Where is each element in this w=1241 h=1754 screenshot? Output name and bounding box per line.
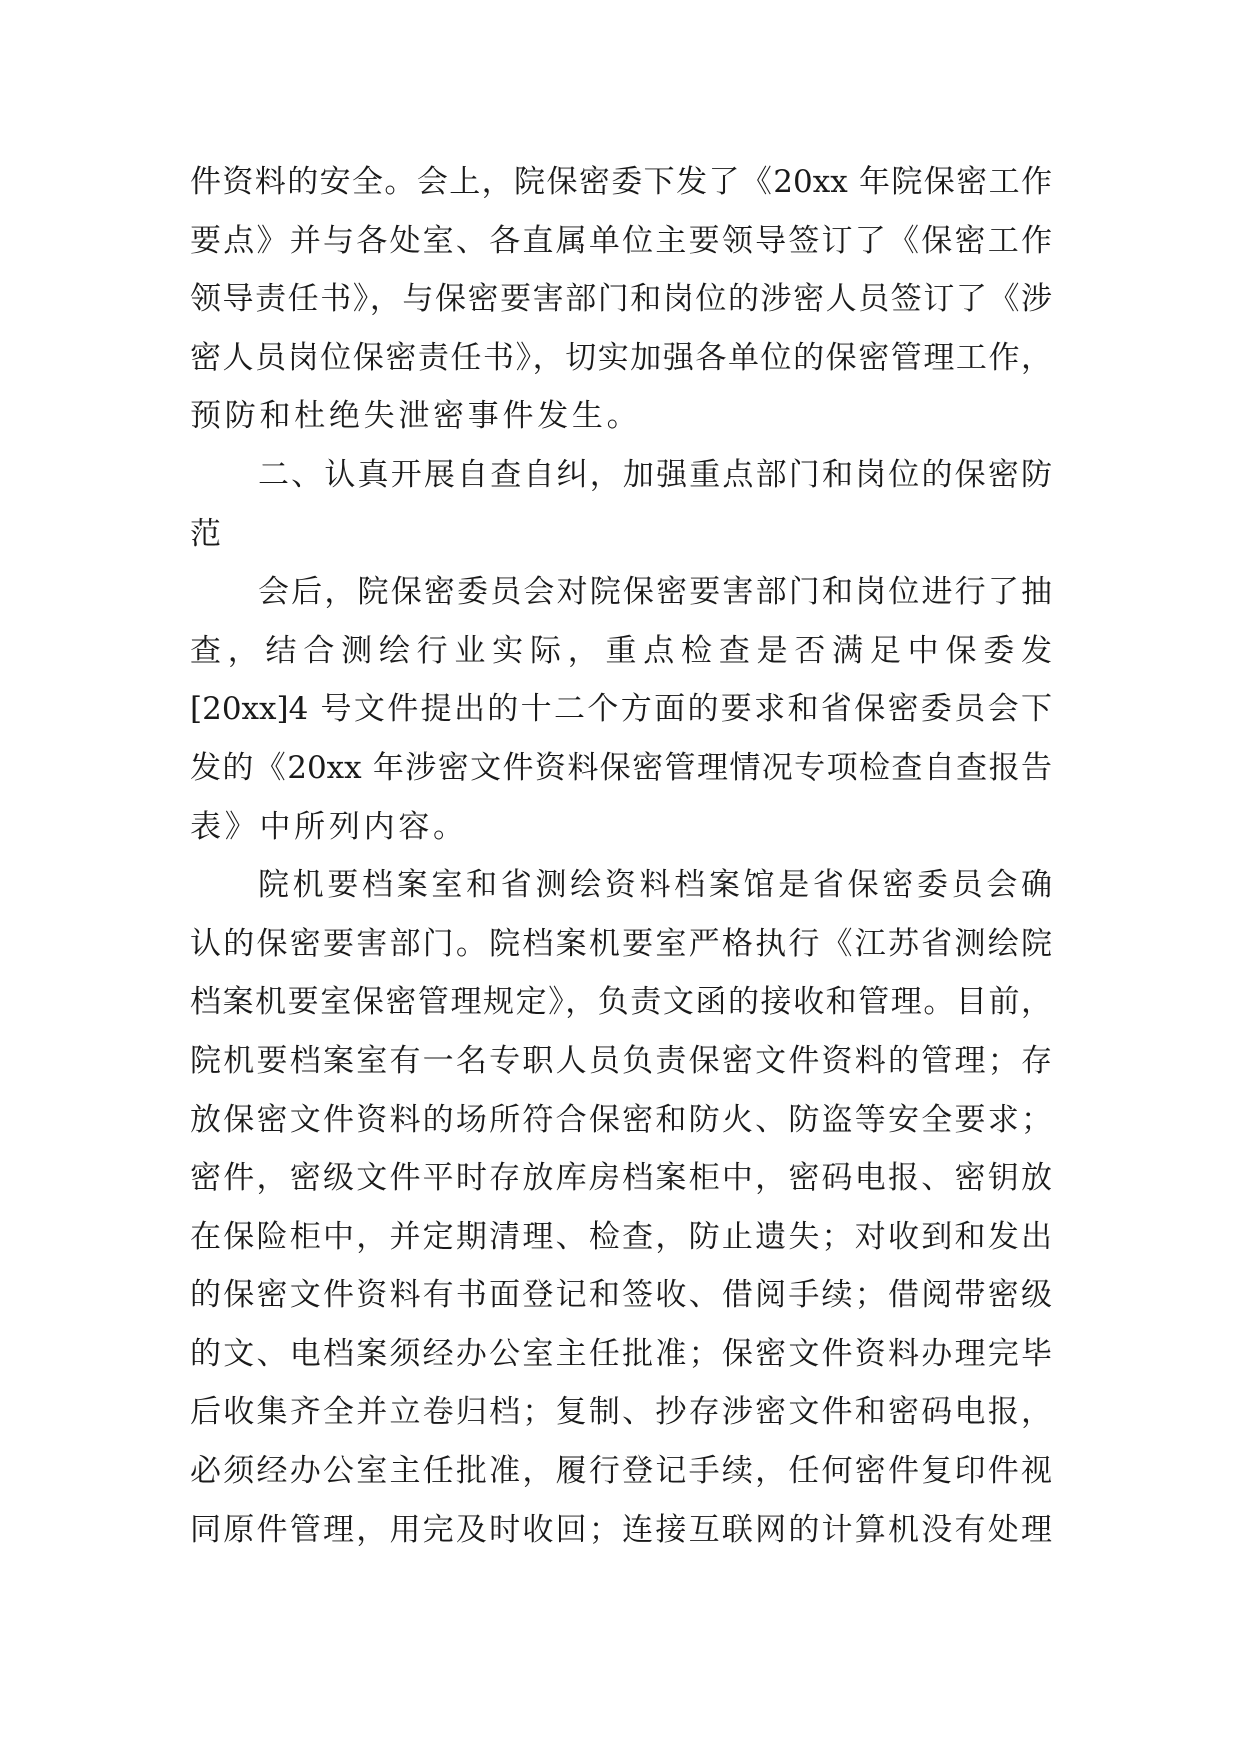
text-line: 发的《20xx 年涉密文件资料保密管理情况专项检查自查报告 xyxy=(190,749,1052,786)
section-heading-two xyxy=(190,446,1052,563)
text-line: [20xx]4 号文件提出的十二个方面的要求和省保密委员会下 xyxy=(190,691,1052,728)
text-line: 表》中所列内容。 xyxy=(190,808,468,845)
text-line: 后收集齐全并立卷归档；复制、抄存涉密文件和密码电报， xyxy=(190,1394,1052,1431)
text-line: 领导责任书》，与保密要害部门和岗位的涉密人员签订了《涉 xyxy=(190,281,1052,318)
text-line: 的保密文件资料有书面登记和签收、借阅手续；借阅带密级 xyxy=(190,1277,1052,1314)
heading-line: 范 xyxy=(190,515,225,552)
paragraph-archives xyxy=(190,856,1052,1559)
text-line: 的文、电档案须经办公室主任批准；保密文件资料办理完毕 xyxy=(190,1335,1052,1372)
text-line: 放保密文件资料的场所符合保密和防火、防盗等安全要求； xyxy=(190,1101,1052,1138)
text-line: 查，结合测绘行业实际，重点检查是否满足中保委发 xyxy=(190,632,1052,669)
text-line: 密人员岗位保密责任书》，切实加强各单位的保密管理工作， xyxy=(190,339,1052,376)
text-line: 院机要档案室有一名专职人员负责保密文件资料的管理；存 xyxy=(190,1042,1052,1079)
text-line: 要点》并与各处室、各直属单位主要领导签订了《保密工作 xyxy=(190,222,1052,259)
text-line: 必须经办公室主任批准，履行登记手续，任何密件复印件视 xyxy=(190,1453,1052,1490)
text-line: 密件，密级文件平时存放库房档案柜中，密码电报、密钥放 xyxy=(190,1160,1052,1197)
paragraph-inspection xyxy=(190,563,1052,856)
text-line: 预防和杜绝失泄密事件发生。 xyxy=(190,398,642,435)
text-line: 认的保密要害部门。院档案机要室严格执行《江苏省测绘院 xyxy=(190,925,1052,962)
paragraph-responsibility xyxy=(190,153,1052,446)
text-line: 同原件管理，用完及时收回；连接互联网的计算机没有处理 xyxy=(190,1511,1052,1548)
text-line: 会后，院保密委员会对院保密要害部门和岗位进行了抽 xyxy=(258,574,1052,611)
text-line: 件资料的安全。会上，院保密委下发了《20xx 年院保密工作 xyxy=(190,164,1052,200)
text-line: 档案机要室保密管理规定》，负责文函的接收和管理。目前， xyxy=(190,984,1052,1021)
text-line: 院机要档案室和省测绘资料档案馆是省保密委员会确 xyxy=(258,867,1052,904)
body-text xyxy=(190,153,1052,1559)
heading-line: 二、认真开展自查自纠，加强重点部门和岗位的保密防 xyxy=(258,456,1052,493)
text-line: 在保险柜中，并定期清理、检查，防止遗失；对收到和发出 xyxy=(190,1218,1052,1255)
